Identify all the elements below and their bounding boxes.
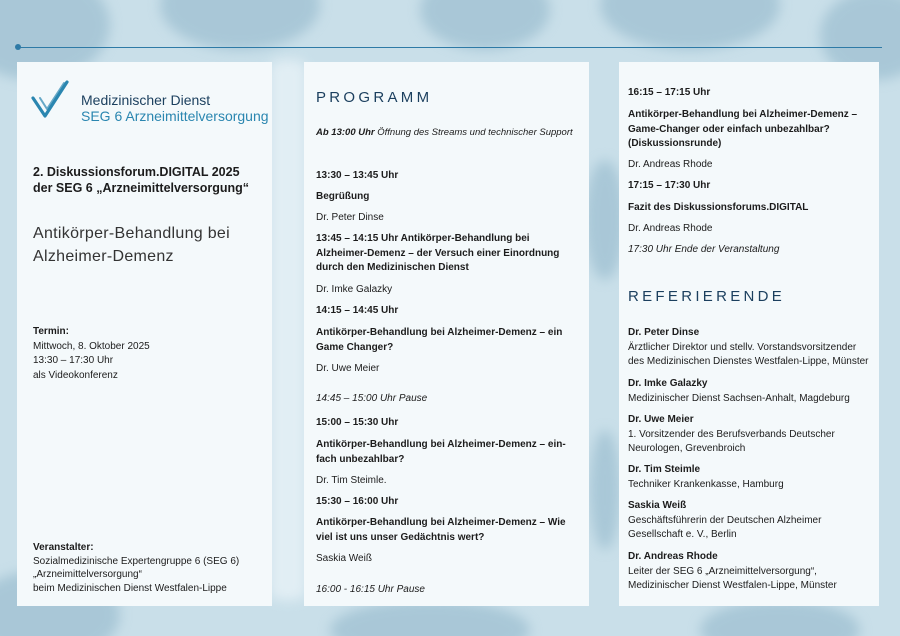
ref1-name: Dr. Peter Dinse	[628, 327, 700, 338]
t5-title	[316, 516, 586, 545]
t2-block	[316, 232, 586, 276]
t5-time: 15:30 – 16:00 Uhr	[316, 496, 399, 507]
t1-time: 13:30 – 13:45 Uhr	[316, 170, 399, 181]
t2-line2: Alzheimer-Demenz – der Versuch einer Einordnung	[316, 247, 560, 259]
t6-speaker: Dr. Andreas Rhode	[628, 159, 713, 170]
t3-title-line2: Game Changer?	[316, 341, 394, 353]
ref6-line1: Leiter der SEG 6 „Arzneimittelversorgung“,	[628, 565, 817, 577]
termin-label: Termin:	[33, 326, 69, 337]
ref1-line1: Ärztlicher Direktor und stellv. Vorstandsvorsitzender	[628, 341, 857, 353]
t6-title	[628, 108, 876, 152]
t3-title-line1: Antikörper-Behandlung bei Alzheimer-Demenz – ein	[316, 327, 563, 338]
intro-text: Öffnung des Streams und technischer Support	[374, 127, 573, 138]
theme-title-line1: Antikörper-Behandlung bei	[33, 225, 230, 242]
t4-title-line1: Antikörper-Behandlung bei Alzheimer-Demenz – ein-	[316, 439, 566, 450]
ref1-line2: des Medizinischen Dienstes Westfalen-Lippe, Münster	[628, 356, 869, 367]
t5-speaker: Saskia Weiß	[316, 553, 372, 564]
theme-title	[33, 222, 265, 268]
logo	[31, 78, 271, 128]
t5-title-line2: viel ist uns unser Gedächtnis wert?	[316, 531, 485, 543]
t6-time: 16:15 – 17:15 Uhr	[628, 87, 711, 98]
ref6	[628, 550, 876, 594]
ref3-line1: 1. Vorsitzender des Berufsverbands Deutscher	[628, 428, 835, 440]
t7-title: Fazit des Diskussionsforums.DIGITAL	[628, 202, 809, 213]
theme-title-line2: Alzheimer-Demenz	[33, 248, 174, 265]
ref5	[628, 499, 876, 543]
intro-line	[316, 126, 586, 141]
ref5-line2: Gesellschaft e. V., Berlin	[628, 529, 737, 540]
ref5-name: Saskia Weiß	[628, 500, 687, 511]
t4-title-line2: fach unbezahlbar?	[316, 453, 405, 465]
forum-title	[33, 164, 265, 196]
top-rule-dot	[15, 44, 21, 50]
veranstalter-line1: Sozialmedizinische Expertengruppe 6 (SEG 6)	[33, 555, 240, 567]
forum-title-line1: 2. Diskussionsforum.DIGITAL 2025	[33, 165, 240, 179]
intro-time: Ab 13:00 Uhr	[316, 127, 375, 138]
ref4	[628, 463, 876, 492]
programm-heading: PROGRAMM	[316, 89, 433, 106]
t1-speaker: Dr. Peter Dinse	[316, 212, 384, 223]
veranstalter-line3: beim Medizinischen Dienst Westfalen-Lippe	[33, 582, 227, 594]
logo-text-line2: SEG 6 Arzneimittelversorgung	[81, 108, 269, 124]
ref2-line1: Medizinischer Dienst Sachsen-Anhalt, Magdeburg	[628, 392, 850, 404]
panel-title	[17, 62, 272, 606]
ref3-name: Dr. Uwe Meier	[628, 414, 694, 425]
ref2	[628, 377, 876, 406]
forum-title-line2: der SEG 6 „Arzneimittelversorgung“	[33, 181, 250, 195]
ref3-line2: Neurologen, Grevenbroich	[628, 443, 746, 454]
termin-time: 13:30 – 17:30 Uhr	[33, 355, 114, 366]
t4-speaker: Dr. Tim Steimle.	[316, 475, 387, 486]
pause2: 16:00 - 16:15 Uhr Pause	[316, 584, 425, 595]
ende: 17:30 Uhr Ende der Veranstaltung	[628, 244, 780, 255]
t1-title: Begrüßung	[316, 191, 370, 202]
ref6-line2: Medizinischer Dienst Westfalen-Lippe, Münster	[628, 580, 837, 591]
t5-title-line1: Antikörper-Behandlung bei Alzheimer-Demenz – Wie	[316, 517, 566, 528]
t7-time: 17:15 – 17:30 Uhr	[628, 180, 711, 191]
termin-mode: als Videokonferenz	[33, 369, 118, 381]
panel-referierende	[619, 62, 879, 606]
ref1	[628, 326, 876, 370]
t3-speaker: Dr. Uwe Meier	[316, 363, 380, 374]
panel-programm	[304, 62, 589, 606]
ref4-line1: Techniker Krankenkasse, Hamburg	[628, 478, 784, 490]
top-rule	[18, 47, 882, 48]
termin-block	[33, 325, 150, 383]
veranstalter-label: Veranstalter:	[33, 542, 94, 553]
pause1: 14:45 – 15:00 Uhr Pause	[316, 393, 428, 404]
termin-date: Mittwoch, 8. Oktober 2025	[33, 340, 150, 352]
ref6-name: Dr. Andreas Rhode	[628, 551, 718, 562]
t6-title-line1: Antikörper-Behandlung bei Alzheimer-Demenz –	[628, 109, 858, 120]
t7-speaker: Dr. Andreas Rhode	[628, 223, 713, 234]
t2-line3: durch den Medizinischen Dienst	[316, 262, 469, 273]
checkmark-logo-icon	[31, 78, 77, 120]
ref3	[628, 413, 876, 457]
t6-title-line2: Game-Changer oder einfach unbezahlbar?	[628, 123, 830, 135]
t4-time: 15:00 – 15:30 Uhr	[316, 417, 399, 428]
veranstalter-line2: „Arzneimittelversorgung“	[33, 569, 142, 580]
t6-title-line3: (Diskussionsrunde)	[628, 138, 722, 149]
t3-title	[316, 326, 586, 355]
ref2-name: Dr. Imke Galazky	[628, 378, 708, 389]
referierende-heading: REFERIERENDE	[628, 288, 786, 305]
logo-text-line1: Medizinischer Dienst	[81, 92, 211, 108]
veranstalter-block	[33, 541, 269, 595]
t3-time: 14:15 – 14:45 Uhr	[316, 305, 399, 316]
t2-speaker: Dr. Imke Galazky	[316, 284, 393, 295]
t4-title	[316, 438, 586, 467]
ref5-line1: Geschäftsführerin der Deutschen Alzheimer	[628, 514, 822, 526]
t2-line1: 13:45 – 14:15 Uhr Antikörper-Behandlung bei	[316, 233, 530, 244]
ref4-name: Dr. Tim Steimle	[628, 464, 701, 475]
